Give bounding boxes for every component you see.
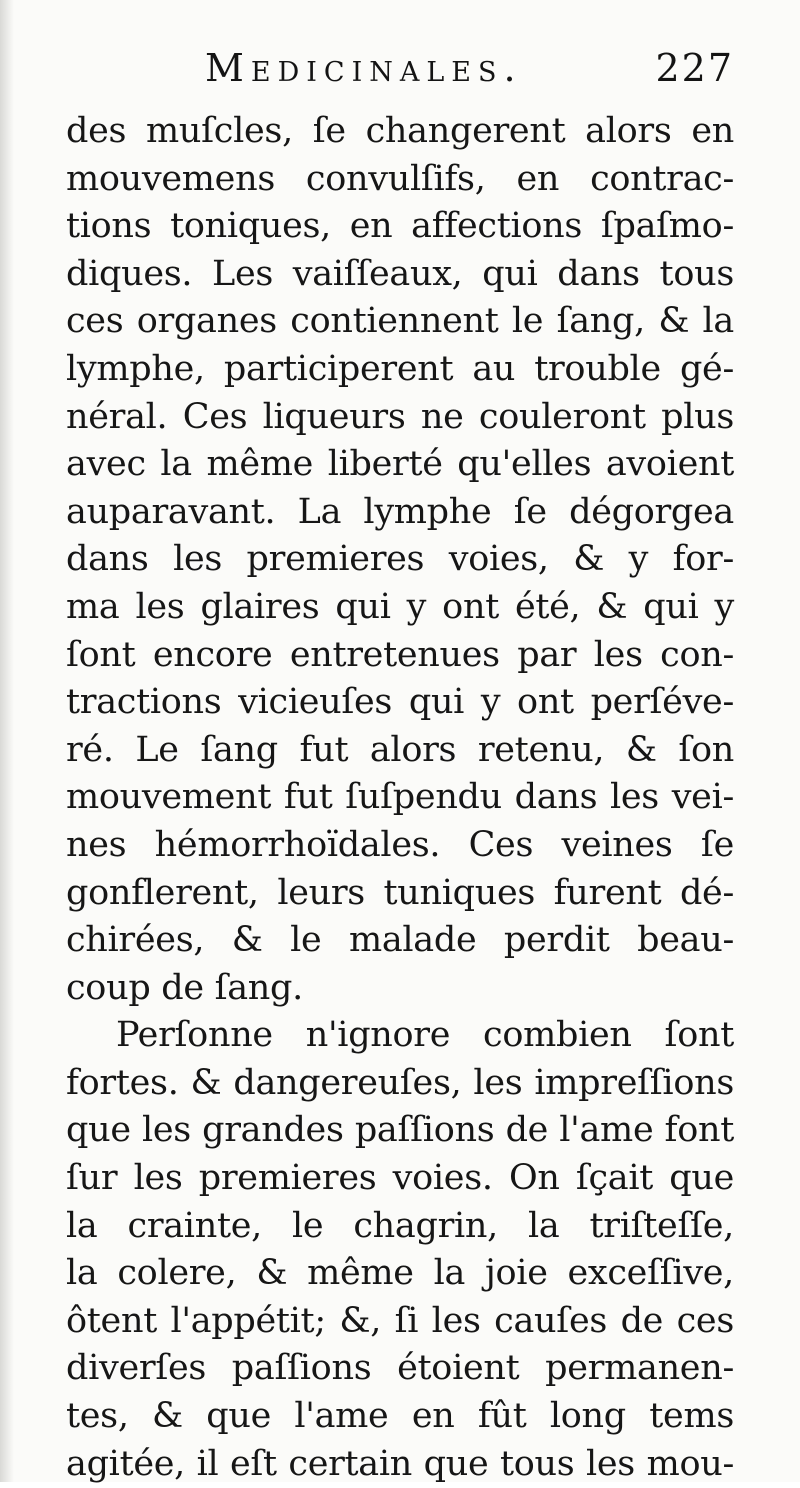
text-line: tions toniques, en affections ſpaſmo- xyxy=(66,206,734,247)
text-line: des muſcles, ſe changerent alors en xyxy=(66,111,734,151)
text-line: diques. Les vaiſſeaux, qui dans tous xyxy=(66,253,734,294)
paragraph-start-line: Perſonne n'ignore combien ſont xyxy=(116,1015,734,1056)
text-line: que les grandes paſſions de l'ame font xyxy=(66,1110,734,1151)
text-line: auparavant. La lymphe ſe dégorgea xyxy=(66,491,734,532)
page-gutter-shadow xyxy=(0,0,14,1482)
text-line: néral. Ces liqueurs ne couleront plus xyxy=(66,396,734,437)
text-line: lymphe, participerent au trouble gé- xyxy=(66,348,734,389)
text-line: ſur les premieres voies. On ſçait que xyxy=(66,1158,734,1199)
paragraph-end-line: coup de ſang. xyxy=(66,967,303,1008)
text-line: diverſes paſſions étoient permanen- xyxy=(66,1348,734,1389)
text-line: ſont encore entretenues par les con- xyxy=(66,634,734,675)
text-line: fortes. & dangereuſes, les impreſſions xyxy=(66,1062,734,1103)
running-title: Medicinales. xyxy=(205,46,523,90)
text-line: tractions vicieuſes qui y ont perſéve- xyxy=(66,682,734,723)
text-line: la colere, & même la joie exceſſive, xyxy=(66,1253,734,1294)
text-line: ré. Le ſang fut alors retenu, & ſon xyxy=(66,729,734,770)
text-line: chirées, & le malade perdit beau- xyxy=(66,920,734,961)
text-line: ôtent l'appétit; &, ſi les cauſes de ces xyxy=(66,1300,734,1341)
body-text xyxy=(66,108,734,1488)
text-line: nes hémorrhoïdales. Ces veines ſe xyxy=(66,824,734,865)
text-line: agitée, il eſt certain que tous les mou- xyxy=(66,1443,734,1484)
text-line: la crainte, le chagrin, la triſteſſe, xyxy=(66,1205,734,1246)
text-line: ma les glaires qui y ont été, & qui y xyxy=(66,586,734,627)
text-line: tes, & que l'ame en fût long tems xyxy=(66,1396,734,1437)
page-header xyxy=(0,42,800,102)
text-line: mouvemens convulſifs, en contrac- xyxy=(66,158,734,199)
page-number: 227 xyxy=(655,46,734,90)
text-line: gonflerent, leurs tuniques furent dé- xyxy=(66,872,734,913)
text-line: mouvement fut ſuſpendu dans les vei- xyxy=(66,777,734,818)
text-line: avec la même liberté qu'elles avoient xyxy=(66,444,734,485)
text-line: ces organes contiennent le ſang, & la xyxy=(66,301,734,342)
text-line: dans les premieres voies, & y for- xyxy=(66,539,734,580)
